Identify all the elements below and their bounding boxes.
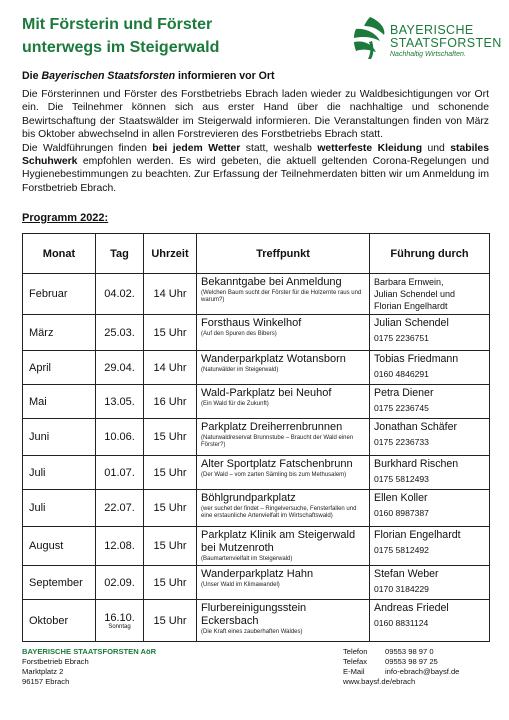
leader-phone: 0175 2236745 xyxy=(374,403,429,413)
leader-phone: 0175 5812492 xyxy=(374,545,429,555)
treffpunkt-topic: (Der Wald – vom zarten Sämling bis zum Methusalem) xyxy=(201,472,347,478)
cell-treffpunkt xyxy=(197,490,370,527)
col-header-fuehrung: Führung durch xyxy=(370,234,490,274)
p2-text-4: empfohlen werden. Es wird gebeten, die aktuell geltenden Corona-Regelungen und Hygienebestimmungen zu beachten. Zur Erfassung der Teilnehmerdaten bitten wir um Anmeldung im Forstbetrieb Ebrach. xyxy=(22,156,489,194)
cell-monat: Juni xyxy=(23,419,96,456)
footer-fax xyxy=(343,657,459,667)
cell-tag xyxy=(96,456,144,490)
footer-address xyxy=(22,647,156,687)
cell-treffpunkt xyxy=(197,351,370,385)
lead-heading xyxy=(22,70,492,82)
leader-name: Ellen Koller xyxy=(374,492,428,504)
col-header-uhrzeit: Uhrzeit xyxy=(144,234,197,274)
tag-date: 29.04. xyxy=(104,361,135,374)
phone-value: 09553 98 97 0 xyxy=(385,647,434,656)
treffpunkt-name: Wanderparkplatz Hahn xyxy=(201,568,314,580)
leader-name: Burkhard Rischen xyxy=(374,458,459,470)
email-link[interactable]: info-ebrach@baysf.de xyxy=(385,667,460,676)
cell-uhrzeit: 15 Uhr xyxy=(144,527,197,566)
cell-tag xyxy=(96,527,144,566)
tag-date: 25.03. xyxy=(104,326,135,339)
cell-uhrzeit: 15 Uhr xyxy=(144,566,197,600)
title-line-1: Mit Försterin und Förster xyxy=(22,16,213,33)
table-row xyxy=(23,490,490,527)
leader-name: Florian Engelhardt xyxy=(374,529,461,541)
leader-phone: 0175 5812493 xyxy=(374,474,429,484)
cell-uhrzeit: 14 Uhr xyxy=(144,351,197,385)
treffpunkt-name: Flurbereinigungsstein Eckersbach xyxy=(201,602,307,627)
cell-fuehrung xyxy=(370,385,490,419)
cell-monat: Juli xyxy=(23,490,96,527)
footer-line-3: Marktplatz 2 xyxy=(22,667,64,676)
leader-name: Stefan Weber xyxy=(374,568,439,580)
footer-phone xyxy=(343,647,459,657)
col-header-monat: Monat xyxy=(23,234,96,274)
leader-phone: 0160 8831124 xyxy=(374,618,429,628)
document-title xyxy=(22,13,322,59)
cell-monat: Oktober xyxy=(23,600,96,642)
tag-date: 13.05. xyxy=(104,395,135,408)
treffpunkt-topic: (Die Kraft eines zauberhaften Waldes) xyxy=(201,629,303,635)
tag-date: 02.09. xyxy=(104,576,135,589)
cell-tag xyxy=(96,419,144,456)
treffpunkt-topic: (Naturwaldreservat Brunnstube – Braucht der Wald einen Förster?) xyxy=(201,435,354,448)
lead-suffix: informieren vor Ort xyxy=(175,70,275,82)
table-row xyxy=(23,315,490,351)
leader-phone: 0175 2236751 xyxy=(374,333,429,343)
treffpunkt-topic: (Welchen Baum sucht der Förster für die Holzernte raus und warum?) xyxy=(201,290,362,303)
leader-name: Barbara Ernwein, xyxy=(374,277,444,287)
tag-date: 10.06. xyxy=(104,431,135,443)
tag-date: 22.07. xyxy=(104,502,135,514)
cell-treffpunkt xyxy=(197,600,370,642)
treffpunkt-name: Böhlgrundparkplatz xyxy=(201,492,296,504)
cell-tag xyxy=(96,600,144,642)
treffpunkt-topic: (Naturwälder im Steigerwald) xyxy=(201,367,279,373)
leader-name: Andreas Friedel xyxy=(374,602,449,614)
program-heading: Programm 2022: xyxy=(22,212,109,224)
lead-prefix: Die xyxy=(22,70,42,82)
cell-uhrzeit: 16 Uhr xyxy=(144,385,197,419)
tag-date: 16.10. xyxy=(104,611,135,624)
footer-line-4: 96157 Ebrach xyxy=(22,677,70,686)
cell-fuehrung xyxy=(370,527,490,566)
table-header-row xyxy=(23,234,490,274)
cell-treffpunkt xyxy=(197,385,370,419)
cell-fuehrung xyxy=(370,419,490,456)
col-header-tag: Tag xyxy=(96,234,144,274)
cell-uhrzeit: 14 Uhr xyxy=(144,274,197,315)
fax-label: Telefax xyxy=(343,657,368,666)
table-row xyxy=(23,527,490,566)
treffpunkt-topic: (Ein Wald für die Zukunft) xyxy=(201,401,269,407)
cell-monat: September xyxy=(23,566,96,600)
logo-text-line-1: BAYERISCHE xyxy=(390,23,474,37)
cell-monat: März xyxy=(23,315,96,351)
email-label: E-Mail xyxy=(343,667,365,676)
cell-uhrzeit: 15 Uhr xyxy=(144,490,197,527)
lead-emphasis: Bayerischen Staatsforsten xyxy=(41,70,176,82)
p2-text-2: statt, weshalb xyxy=(240,142,318,154)
cell-fuehrung xyxy=(370,274,490,315)
p2-text-3: und xyxy=(422,142,451,154)
cell-uhrzeit: 15 Uhr xyxy=(144,600,197,642)
treffpunkt-topic: (Baumartenvielfalt im Steigerwald) xyxy=(201,556,293,562)
bayerische-staatsforsten-logo-icon xyxy=(350,15,392,61)
cell-tag xyxy=(96,315,144,351)
leader-name: Julian Schendel und xyxy=(374,289,456,299)
cell-treffpunkt xyxy=(197,566,370,600)
leader-name: Tobias Friedmann xyxy=(374,353,459,365)
treffpunkt-name: Parkplatz Dreiherrenbrunnen xyxy=(201,421,343,433)
tag-weekday: Sonntag xyxy=(108,623,131,630)
col-header-treffpunkt: Treffpunkt xyxy=(197,234,370,274)
cell-fuehrung xyxy=(370,490,490,527)
cell-monat: Februar xyxy=(23,274,96,315)
footer-website[interactable]: www.baysf.de/ebrach xyxy=(343,677,416,686)
treffpunkt-name: Wald-Parkplatz bei Neuhof xyxy=(201,387,332,399)
treffpunkt-name: Parkplatz Klinik am Steigerwald bei Mutzenroth xyxy=(201,529,356,554)
treffpunkt-topic: (Auf den Spuren des Bibers) xyxy=(201,331,277,337)
leader-name: Jonathan Schäfer xyxy=(374,421,458,433)
leader-phone: 0160 8987387 xyxy=(374,508,429,518)
leader-phone: 0160 4846291 xyxy=(374,369,429,379)
table-row xyxy=(23,600,490,642)
p2-bold-3: stabiles Schuhwerk xyxy=(22,142,489,168)
leader-name: Florian Engelhardt xyxy=(374,301,448,311)
cell-tag xyxy=(96,274,144,315)
phone-label: Telefon xyxy=(343,647,368,656)
logo-tagline: Nachhaltig Wirtschaften. xyxy=(390,51,466,58)
treffpunkt-topic: (Unser Wald im Klimawandel) xyxy=(201,582,280,588)
treffpunkt-name: Bekanntgabe bei Anmeldung xyxy=(201,276,342,288)
intro-text xyxy=(22,88,489,195)
treffpunkt-name: Alter Sportplatz Fatschenbrunn xyxy=(201,458,353,470)
logo-text-line-2: STAATSFORSTEN xyxy=(390,36,502,50)
tag-date: 04.02. xyxy=(104,288,135,300)
cell-fuehrung xyxy=(370,566,490,600)
fax-value: 09553 98 97 25 xyxy=(385,657,438,666)
leader-phone: 0170 3184229 xyxy=(374,584,429,594)
cell-monat: Mai xyxy=(23,385,96,419)
tag-date: 01.07. xyxy=(104,466,135,479)
cell-fuehrung xyxy=(370,600,490,642)
cell-uhrzeit: 15 Uhr xyxy=(144,456,197,490)
program-table xyxy=(22,233,490,642)
footer-org: BAYERISCHE STAATSFORSTEN AöR xyxy=(22,647,157,656)
treffpunkt-name: Wanderparkplatz Wotansborn xyxy=(201,353,346,365)
intro-paragraph-1: Die Försterinnen und Förster des Forstbetriebs Ebrach laden wieder zu Waldbesichtigungen vor Ort ein. Die Teilnehmer können sich aus erster Hand über die nachhaltige und schonende Bewirtschaftung der Staatswälder im Steigerwald informieren. Die Veranstaltungen finden von März bis Oktober abwechselnd in allen Forstrevieren des Forstbetriebs Ebrach statt. xyxy=(22,89,489,141)
cell-fuehrung xyxy=(370,351,490,385)
footer-line-2: Forstbetrieb Ebrach xyxy=(22,657,89,666)
cell-uhrzeit: 15 Uhr xyxy=(144,419,197,456)
cell-tag xyxy=(96,490,144,527)
table-row xyxy=(23,419,490,456)
footer-contact xyxy=(343,647,459,687)
treffpunkt-name: Forsthaus Winkelhof xyxy=(201,317,302,329)
cell-tag xyxy=(96,566,144,600)
p2-bold-1: bei jedem Wetter xyxy=(152,142,241,154)
table-row xyxy=(23,274,490,315)
cell-tag xyxy=(96,385,144,419)
leader-phone: 0175 2236733 xyxy=(374,437,429,447)
treffpunkt-topic: (wer suchet der findet – Ringelversuche, Fensterfallen und eine erstaunliche Artenvielfalt im Wirtschaftswald) xyxy=(201,506,357,519)
baysf-logo xyxy=(350,15,502,63)
p2-text-1: Die Waldführungen finden xyxy=(22,142,153,154)
cell-fuehrung xyxy=(370,456,490,490)
cell-monat: April xyxy=(23,351,96,385)
cell-uhrzeit: 15 Uhr xyxy=(144,315,197,351)
intro-paragraph-2 xyxy=(22,142,489,196)
p2-bold-2: wetterfeste Kleidung xyxy=(317,142,423,154)
leader-name: Julian Schendel xyxy=(374,317,449,329)
cell-treffpunkt xyxy=(197,274,370,315)
cell-tag xyxy=(96,351,144,385)
table-row xyxy=(23,456,490,490)
tag-date: 12.08. xyxy=(104,540,135,552)
leader-name: Petra Diener xyxy=(374,387,434,399)
footer-email xyxy=(343,667,459,677)
table-row xyxy=(23,566,490,600)
cell-monat: August xyxy=(23,527,96,566)
cell-treffpunkt xyxy=(197,456,370,490)
table-row xyxy=(23,351,490,385)
cell-treffpunkt xyxy=(197,527,370,566)
table-row xyxy=(23,385,490,419)
cell-fuehrung xyxy=(370,315,490,351)
cell-monat: Juli xyxy=(23,456,96,490)
title-line-2: unterwegs im Steigerwald xyxy=(22,39,220,56)
cell-treffpunkt xyxy=(197,419,370,456)
cell-treffpunkt xyxy=(197,315,370,351)
